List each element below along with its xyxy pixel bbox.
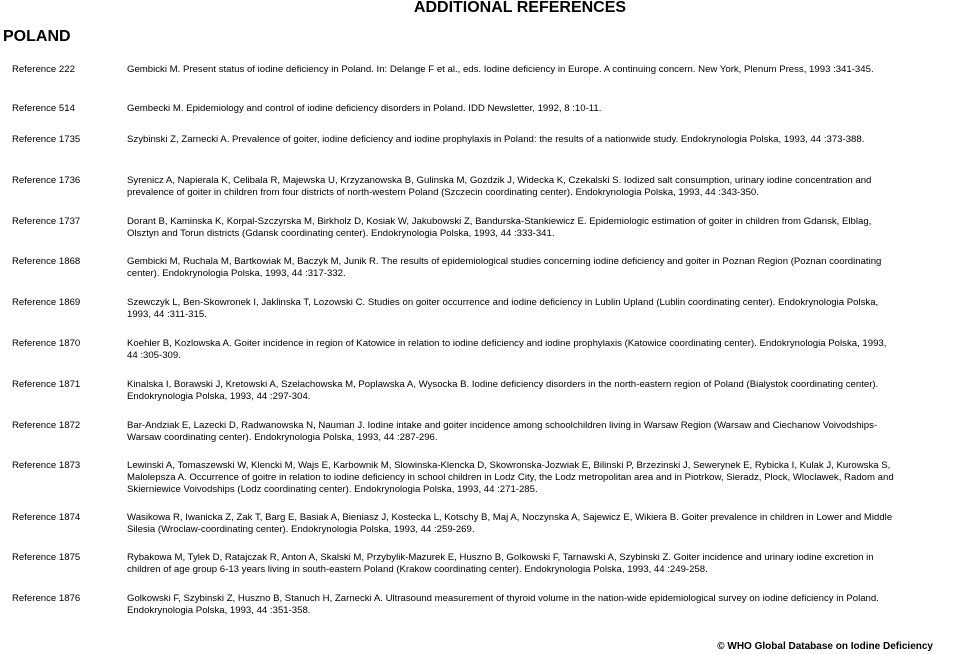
reference-label: Reference 1876 (12, 593, 81, 604)
reference-citation: Bar-Andziak E, Lazecki D, Radwanowska N, Nauman J. Iodine intake and goiter incidence among schoolchildren living in Warsaw Region (Warsaw and Ciechanow Voivodships-Warsaw coordinating center). Endokrynologia Polska, 1993, 44 :287-296. (127, 420, 878, 443)
country-heading: POLAND (3, 28, 71, 45)
reference-label: Reference 1874 (12, 512, 81, 523)
reference-citation: Szybinski Z, Zarnecki A. Prevalence of goiter, iodine deficiency and iodine prophylaxis in Poland: the results of a nationwide study. Endokrynologia Polska, 1993, 44 :373-388. (127, 134, 865, 145)
reference-label: Reference 1735 (12, 134, 81, 145)
reference-label: Reference 1868 (12, 256, 81, 267)
reference-label: Reference 514 (12, 103, 75, 114)
reference-label: Reference 1869 (12, 297, 81, 308)
page-title: ADDITIONAL REFERENCES (413, 0, 627, 16)
reference-citation: Koehler B, Kozlowska A. Goiter incidence in region of Katowice in relation to iodine deficiency and iodine prophylaxis (Katowice coordinating center). Endokrynologia Polska, 1993, 44 :305-309. (127, 338, 887, 361)
reference-citation: Golkowski F, Szybinski Z, Huszno B, Stanuch H, Zarnecki A. Ultrasound measurement of thyroid volume in the nation-wide epidemiological survey on iodine deficiency in Poland. Endokrynologia Polska, 1993, 44 :351-358. (127, 593, 879, 616)
reference-label: Reference 1737 (12, 216, 81, 227)
reference-citation: Kinalska I, Borawski J, Kretowski A, Szelachowska M, Poplawska A, Wysocka B. Iodine deficiency disorders in the north-eastern region of Poland (Bialystok coordinating center). Endokrynologia Polska, 1993, 44 :297-304. (127, 379, 879, 402)
reference-label: Reference 1736 (12, 175, 81, 186)
reference-label: Reference 1873 (12, 460, 81, 471)
reference-label: Reference 1872 (12, 420, 81, 431)
reference-citation: Szewczyk L, Ben-Skowronek I, Jaklinska T, Lozowski C. Studies on goiter occurrence and iodine deficiency in Lublin Upland (Lublin coordinating center). Endokrynologia Polska, 1993, 44 :311-315. (127, 297, 879, 320)
reference-label: Reference 1875 (12, 552, 81, 563)
reference-citation: Gembicki M, Ruchala M, Bartkowiak M, Baczyk M, Junik R. The results of epidemiological studies concerning iodine deficiency and goiter in Poznan Region (Poznan coordinating center). Endokrynologia Polska, 1993, 44 :317-332. (127, 256, 882, 279)
reference-citation: Gembicki M. Present status of iodine deficiency in Poland. In: Delange F et al., eds. Iodine deficiency in Europe. A continuing concern. New York, Plenum Press, 1993 :341-345. (127, 64, 874, 75)
reference-citation: Dorant B, Kaminska K, Korpal-Szczyrska M, Birkholz D, Kosiak W, Jakubowski Z, Bandurska-Stankiewicz E. Epidemiologic estimation of goiter in children from Gdansk, Elblag, Olsztyn and Torun districts (Gdansk coordinating center). Endokrynologia Polska, 1993, 44 :333-341. (127, 216, 872, 239)
footer-copyright: © WHO Global Database on Iodine Deficiency (717, 641, 933, 652)
reference-label: Reference 1870 (12, 338, 81, 349)
reference-citation: Gembecki M. Epidemiology and control of iodine deficiency disorders in Poland. IDD Newsletter, 1992, 8 :10-11. (127, 103, 602, 114)
reference-label: Reference 1871 (12, 379, 81, 390)
reference-citation: Wasikowa R, Iwanicka Z, Zak T, Barg E, Basiak A, Bieniasz J, Kostecka L, Kotschy B, Maj A, Noczynska A, Sajewicz E, Wikiera B. Goiter prevalence in children in Lower and Middle Silesia (Wroclaw-coordinating center). Endokrynologia Polska, 1993, 44 :259-269. (127, 512, 893, 535)
reference-label: Reference 222 (12, 64, 75, 75)
reference-citation: Syrenicz A, Napierala K, Celibala R, Majewska U, Krzyzanowska B, Gulinska M, Gozdzik J, Widecka K, Czekalski S. Iodized salt consumption, urinary iodine concentration and prevalence of goiter in children from four districts of north-western Poland (Szczecin coordinating center). Endokrynologia Polska, 1993, 44 :343-350. (127, 175, 872, 198)
reference-citation: Lewinski A, Tomaszewski W, Klencki M, Wajs E, Karbownik M, Slowinska-Klencka D, Skowronska-Jozwiak E, Bilinski P, Brzezinski J, Sewerynek E, Rybicka I, Kulak J, Kurowska S, Malolepsza A. Occurrence of goitre in relation to iodine deficiency in school children in Lodz City, the Lodz metropolitan area and in Piotrkow, Sieradz, Plock, Wloclawek, Radom and Skierniewice Voivodships (Lodz coordinating center). Endokrynologia Polska, 1993, 44 :271-285. (127, 460, 894, 495)
reference-citation: Rybakowa M, Tylek D, Ratajczak R, Anton A, Skalski M, Przybylik-Mazurek E, Huszno B, Golkowski F, Tarnawski A, Szybinski Z. Goiter incidence and urinary iodine excretion in children of age group 6-13 years living in south-eastern Poland (Krakow coordinating center). Endokrynologia Polska, 1993, 44 :249-258. (127, 552, 874, 575)
